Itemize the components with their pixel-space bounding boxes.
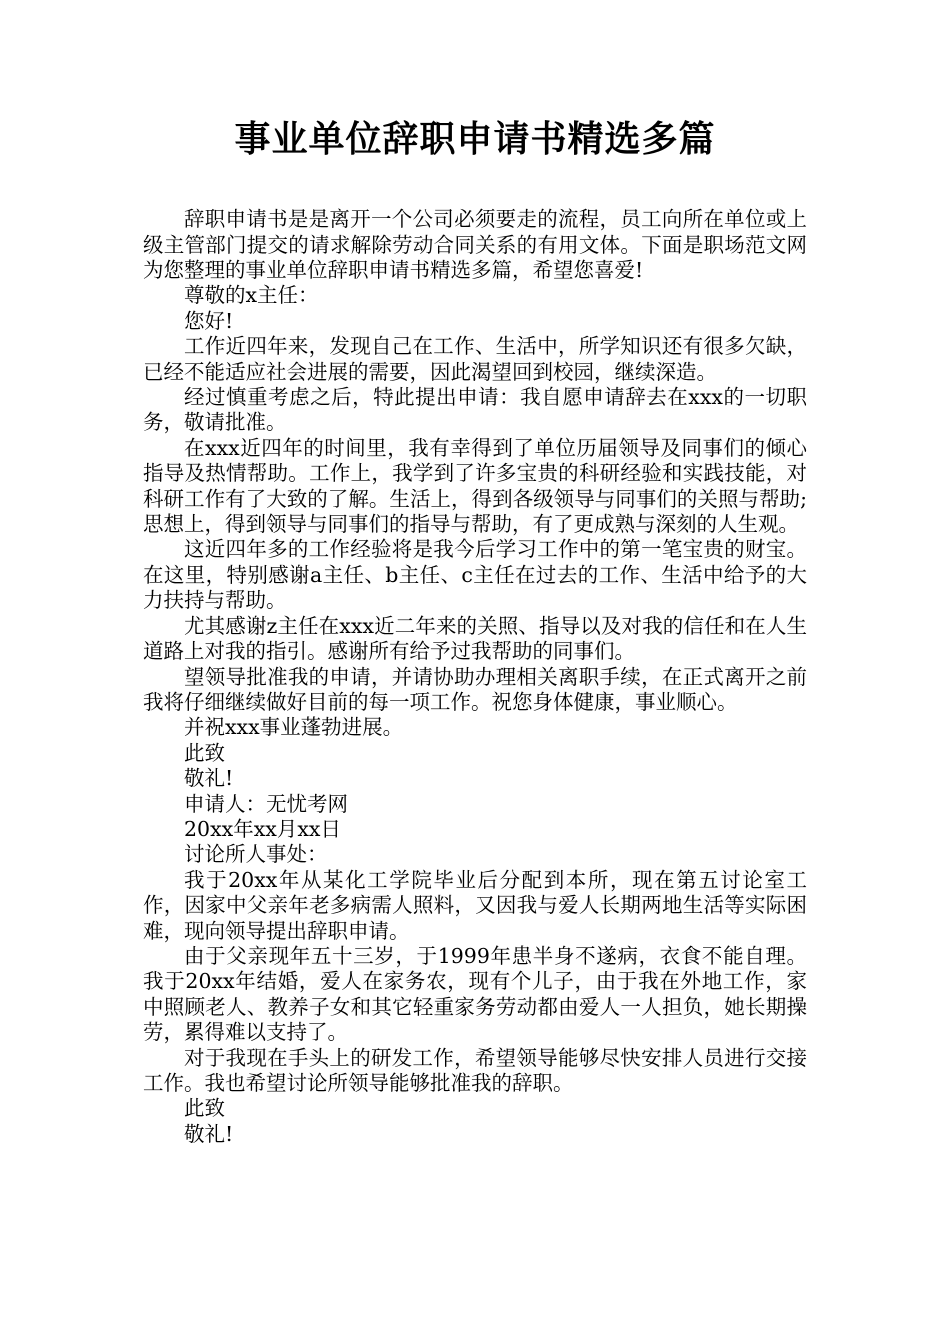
paragraph: 尤其感谢z主任在xxx近二年来的关照、指导以及对我的信任和在人生道路上对我的指引。感谢所有给予过我帮助的同事们。: [143, 613, 807, 664]
salutation: 尊敬的x主任：: [184, 283, 319, 308]
document-page: [143, 118, 807, 1147]
greeting: 您好!: [184, 308, 234, 333]
paragraph: 由于父亲现年五十三岁，于1999年患半身不遂病，衣食不能自理。我于20xx年结婚，爱人在家务农，现有个儿子，由于我在外地工作，家中照顾老人、教养子女和其它轻重家务劳动都由爱人一人担负，她长期操劳，累得难以支持了。: [143, 943, 807, 1045]
paragraph: 我于20xx年从某化工学院毕业后分配到本所，现在第五讨论室工作，因家中父亲年老多病需人照料，又因我与爱人长期两地生活等实际困难，现向领导提出辞职申请。: [143, 867, 807, 943]
paragraph: 这近四年多的工作经验将是我今后学习工作中的第一笔宝贵的财宝。在这里，特别感谢a主任、b主任、c主任在过去的工作、生活中给予的大力扶持与帮助。: [143, 537, 807, 613]
date-line: 20xx年xx月xx日: [184, 816, 341, 841]
document-body: [143, 207, 807, 1147]
salutation: 讨论所人事处：: [184, 842, 328, 867]
closing-line: 敬礼!: [184, 1121, 234, 1146]
paragraph-intro: 辞职申请书是是离开一个公司必须要走的流程，员工向所在单位或上级主管部门提交的请求解除劳动合同关系的有用文体。下面是职场范文网为您整理的事业单位辞职申请书精选多篇，希望您喜爱!: [143, 207, 807, 282]
paragraph: 望领导批准我的申请，并请协助办理相关离职手续，在正式离开之前我将仔细继续做好目前的每一项工作。祝您身体健康，事业顺心。: [143, 664, 807, 714]
paragraph: 对于我现在手头上的研发工作，希望领导能够尽快安排人员进行交接工作。我也希望讨论所领导能够批准我的辞职。: [143, 1045, 807, 1095]
paragraph: 并祝xxx事业蓬勃进展。: [184, 715, 404, 740]
closing-line: 此致: [184, 740, 225, 765]
paragraph: 经过慎重考虑之后，特此提出申请：我自愿申请辞去在xxx的一切职务，敬请批准。: [143, 385, 807, 435]
applicant-line: 申请人：无忧考网: [184, 791, 348, 816]
paragraph: 在xxx近四年的时间里，我有幸得到了单位历届领导及同事们的倾心指导及热情帮助。工作上，我学到了许多宝贵的科研经验和实践技能，对科研工作有了大致的了解。生活上，得到各级领导与同事们的关照与帮助;思想上，得到领导与同事们的指导与帮助，有了更成熟与深刻的人生观。: [143, 435, 807, 537]
closing-line: 此致: [184, 1096, 225, 1121]
paragraph: 工作近四年来，发现自己在工作、生活中，所学知识还有很多欠缺，已经不能适应社会进展的需要，因此渴望回到校园，继续深造。: [143, 334, 807, 384]
document-title: 事业单位辞职申请书精选多篇: [234, 119, 716, 160]
closing-line: 敬礼!: [184, 766, 234, 791]
